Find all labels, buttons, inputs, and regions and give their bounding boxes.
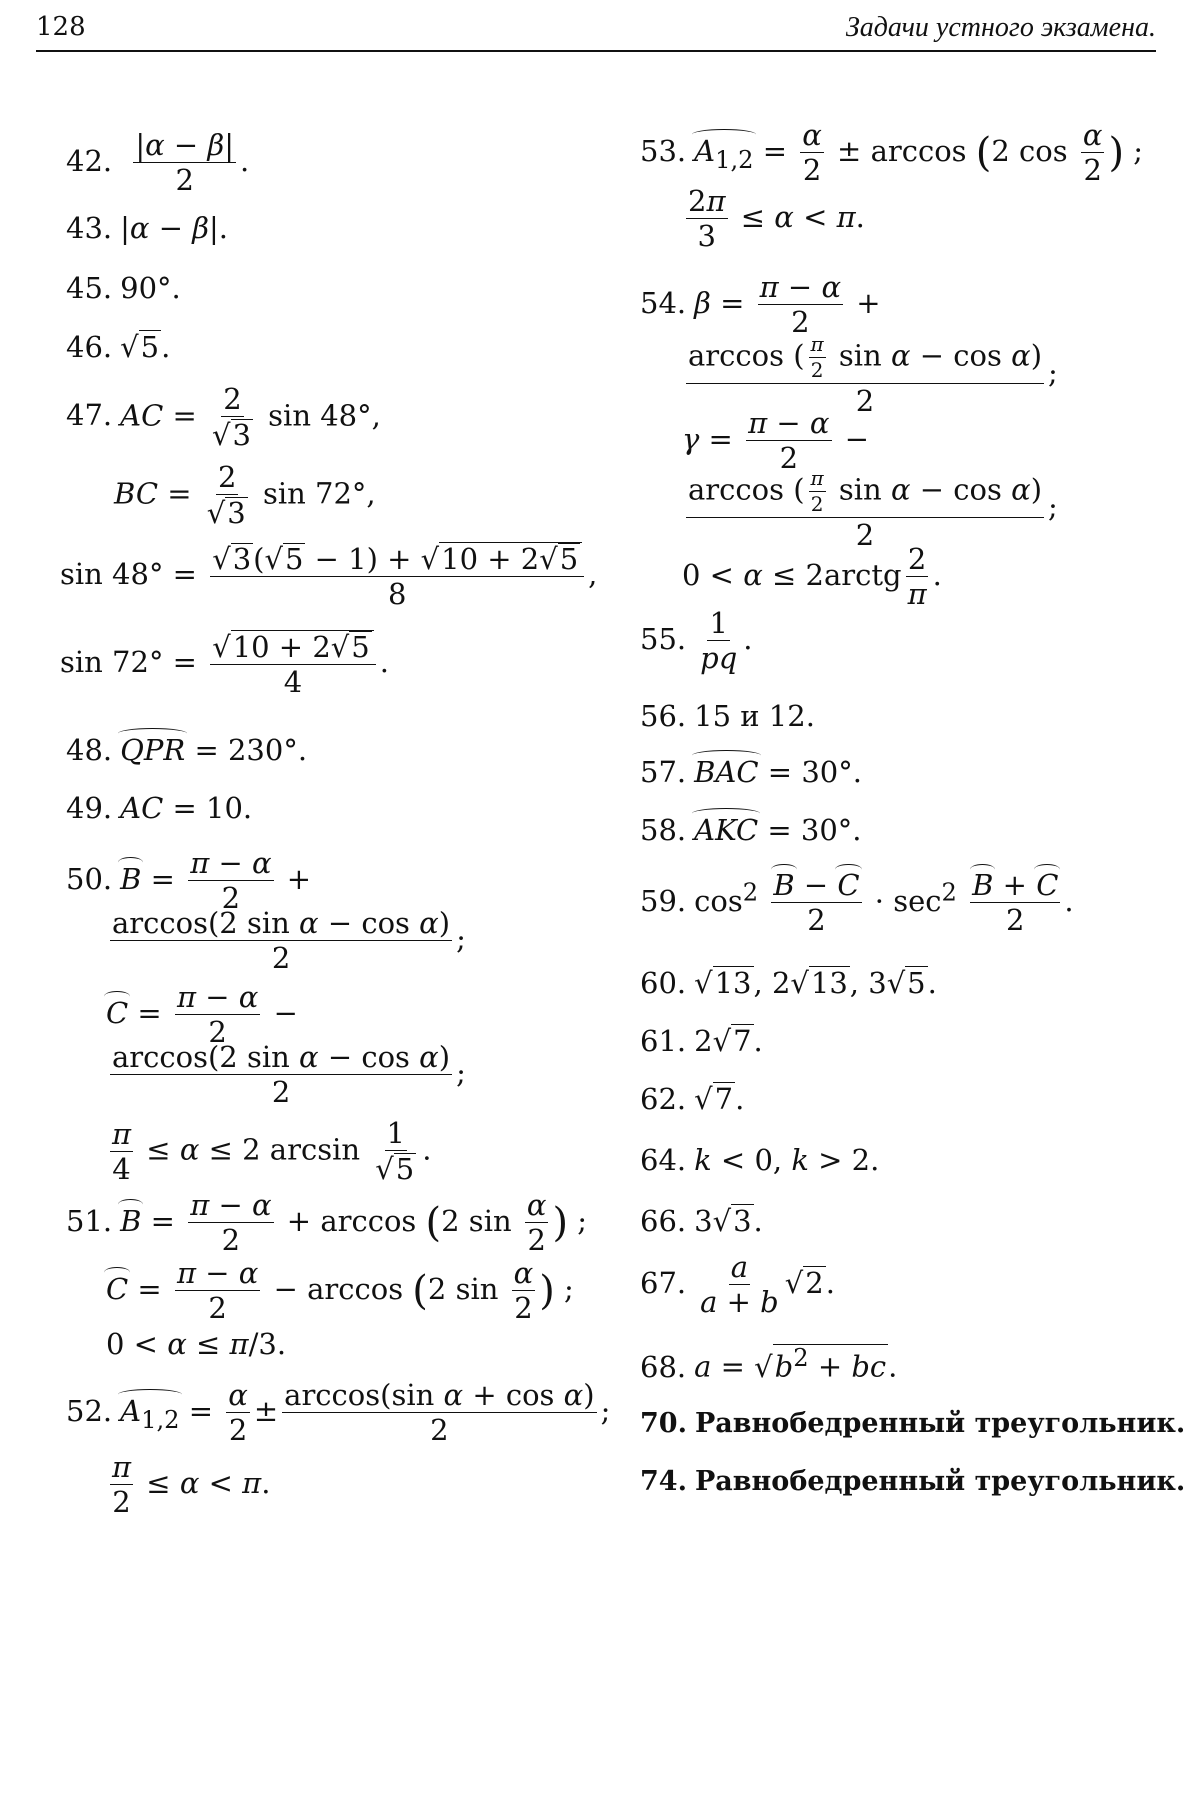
answer-55: 55. $\frac{1}{pq}$ . xyxy=(640,606,753,676)
answer-61: 61. 2√ 7 . xyxy=(640,1024,763,1058)
answer-60: 60. √ 13 , 2√ 13 , 3√ 5 . xyxy=(640,966,937,1000)
answer-43: 43. |α − β|. xyxy=(66,211,229,245)
sin72-formula: sin 72° = √ 10 + 2√ 5 4 . xyxy=(60,630,389,700)
sin48-formula: sin 48° = √ 3 (√ 5 − 1) + √ 10 + 2√ 5 8 , xyxy=(60,542,598,612)
document-page: 128 Задачи устного экзамена. 42. $\frac{|\alpha - \beta|}{2}$ . 43. |α − β|. 45. 90°. 46. √ 5 . 47. AC = 2 √ 3 sin 48°, BC = 2 √ 3 sin 72°, sin 48° = √ 3 (√ 5 − 1) + √ 10 + 2√ 5 8 , sin 72° = √ 10 + 2√ 5 4 . 48. QPR = 230°. 49. AC = 10. 50. B = $\frac{\pi - \alpha}{2}$ + $\frac{\text{arccos(2 sin α − cos α)}}{2}$ ; C = $\frac{\pi - \alpha}{2}$ − $\frac{\text{arccos(2 sin α − cos α)}}{2}$ ; $\frac{\pi}{4}$ ≤ α ≤ 2 arcsin 1 √ 5 . 51. B = $\frac{\pi - \alpha}{2}$ + arccos (2 sin $\frac{\alpha}{2}$ ) ; C = $\frac{\pi - \alpha}{2}$ − arccos (2 sin $\frac{\alpha}{2}$ ) ; 0 < α ≤ π/3. 52. $A_{1,2}$ = $\frac{\alpha}{2}$ ± $\frac{\text{arccos(sin α + cos α)}}{2}$ ; $\frac{\pi}{2}$ ≤ α < π. 53. $A_{1,2}$ = $\frac{\alpha}{2}$ ± arccos (2 cos $\frac{\alpha}{2}$ ) ; $\frac{2\pi}{3}$ ≤ α < π. 54. β = $\frac{\pi - \alpha}{2}$ + arccos ( $\frac{\pi}{2}$ sin α − cos α) 2 ; γ = $\frac{\pi - \alpha}{2}$ − arccos ( $\frac{\pi}{2}$ sin α − cos α) 2 ; 0 < α ≤ 2arctg $\frac{2}{\pi}$ . 55. $\frac{1}{pq}$ . 56. 15 и 12. 57. BAC = 30°. 58. AKC = 30°. 59. $\cos^2$ $\frac{B - C}{2}$ · $\sec^2$ $\frac{B + C}{2}$ . 60. √ 13 , 2√ 13 , 3√ 5 . 61. 2√ 7 . 62. √ 7 . 64. k < 0, k > 2. 66. 3√ 3 . 67. $\frac{a}{a + b}$ √ 2 . 68. a = √ $b^2$ + bc . 70. Равнобедренный треугольник. 74. Равнобедренный треугольник. xyxy=(36,12,1186,1520)
answer-70: 70. Равнобедренный треугольник. xyxy=(640,1408,1186,1439)
answer-57: 57. BAC = 30°. xyxy=(640,755,862,789)
answer-46: 46. √ 5 . xyxy=(66,330,171,364)
answer-66: 66. 3√ 3 . xyxy=(640,1204,763,1238)
running-title: Задачи устного экзамена. xyxy=(845,12,1156,43)
answer-59: 59. $\cos^2$ $\frac{B - C}{2}$ · $\sec^2$ $\frac{B + C}{2}$ . xyxy=(640,868,1074,938)
answer-68: 68. a = √ $b^2$ + bc . xyxy=(640,1344,898,1384)
page-number: 128 xyxy=(36,12,86,42)
answer-74: 74. Равнобедренный треугольник. xyxy=(640,1466,1186,1497)
answer-49: 49. AC = 10. xyxy=(66,791,253,825)
answer-56: 56. 15 и 12. xyxy=(640,699,815,733)
header-rule xyxy=(36,50,1156,52)
answer-67: 67. $\frac{a}{a + b}$ √ 2 . xyxy=(640,1250,835,1320)
answer-62: 62. √ 7 . xyxy=(640,1082,745,1116)
answer-42: 42. $\frac{|\alpha - \beta|}{2}$ . xyxy=(66,128,250,198)
answer-58: 58. AKC = 30°. xyxy=(640,813,862,847)
answer-45: 45. 90°. xyxy=(66,271,181,305)
answer-64: 64. k < 0, k > 2. xyxy=(640,1143,880,1177)
answer-48: 48. QPR = 230°. xyxy=(66,733,308,767)
